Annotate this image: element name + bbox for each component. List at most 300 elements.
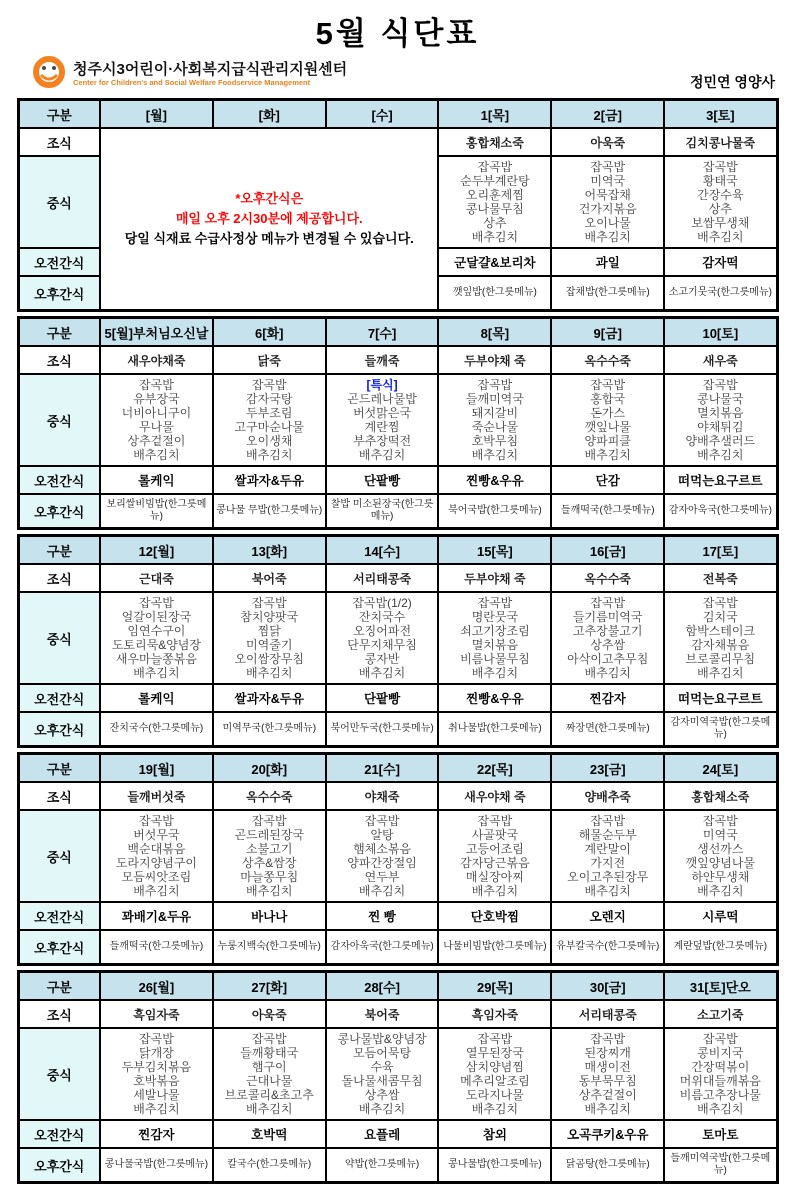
week-header-row (18, 318, 777, 347)
menu-item: 모듬씨앗조림 (121, 870, 192, 884)
menu-item: 배추김치 (358, 448, 406, 462)
day-header-cell: 29[목] (438, 972, 551, 1001)
center-logo (32, 55, 347, 94)
breakfast-row (18, 346, 777, 374)
menu-item: 배추김치 (471, 1102, 519, 1116)
menu-item: 배추김치 (358, 1102, 406, 1116)
notice-line-black: 당일 식재료 수급사정상 메뉴가 변경될 수 있습니다. (124, 231, 414, 246)
menu-item: 잔치국수 (358, 610, 406, 624)
am-snack-row (18, 902, 777, 930)
menu-item: 생선까스 (697, 842, 744, 856)
lunch-cell (213, 1028, 326, 1120)
day-header-cell: 27[화] (213, 972, 326, 1001)
menu-item: 배추김치 (584, 884, 631, 898)
menu-item: 배추김치 (246, 448, 293, 462)
menu-item: 오이쌈장무침 (234, 652, 305, 666)
pm-snack-cell: 짜장면(한그릇메뉴) (551, 712, 664, 747)
menu-item: 상추쌈 (590, 638, 626, 652)
nutritionist-name: 정민연 영양사 (689, 74, 775, 90)
menu-item: 콩나물밥&양념장 (337, 1032, 427, 1046)
am-snack-cell: 과일 (551, 248, 664, 276)
day-header-cell: 5[월]부처님오신날 (100, 318, 213, 347)
breakfast-cell: 흑임자죽 (100, 1000, 213, 1028)
row-label-am-snack: 오전간식 (18, 684, 100, 712)
day-header-cell: 31[토]단오 (664, 972, 777, 1001)
menu-item: 해물순두부 (578, 828, 637, 842)
pm-snack-cell: 콩나물밥(한그릇메뉴) (438, 1148, 551, 1183)
menu-item: 두부김치볶음 (121, 1060, 192, 1074)
row-label-gubun: 구분 (18, 754, 100, 783)
pm-snack-cell: 감자미역국밥(한그릇메뉴) (664, 712, 777, 747)
menu-item: 순두부계란탕 (460, 174, 530, 188)
menu-item: 양파간장절임 (347, 856, 417, 870)
am-snack-cell: 바나나 (213, 902, 326, 930)
breakfast-cell: 옥수수죽 (213, 782, 326, 810)
menu-item: 매실장아찌 (465, 870, 524, 884)
row-label-pm-snack: 오후간식 (18, 712, 100, 747)
menu-item: 하얀무생채 (691, 870, 750, 884)
lunch-cell (326, 1028, 439, 1120)
menu-item: 모듬어묵탕 (353, 1046, 412, 1060)
day-header-cell: 30[금] (551, 972, 664, 1001)
menu-item: 돈가스 (590, 406, 626, 420)
lunch-row (18, 374, 777, 466)
menu-item: 버섯맑은국 (353, 406, 412, 420)
row-label-lunch: 중식 (18, 592, 100, 684)
menu-item: 미역줄기 (246, 638, 293, 652)
menu-item: 황태국 (702, 174, 738, 188)
day-header-cell: 17[토] (664, 536, 777, 565)
breakfast-cell: 옥수수죽 (551, 346, 664, 374)
day-header-cell: 26[월] (100, 972, 213, 1001)
menu-item: 잡곡밥 (364, 814, 400, 828)
pm-snack-cell: 콩나물국밥(한그릇메뉴) (100, 1148, 213, 1183)
am-snack-cell: 호박떡 (213, 1120, 326, 1148)
menu-item: 무나물 (139, 420, 174, 434)
breakfast-cell: 소고기죽 (664, 1000, 777, 1028)
menu-item: 돼지갈비 (471, 406, 519, 420)
am-snack-cell: 떠먹는요구르트 (664, 684, 777, 712)
menu-item: 배추김치 (697, 230, 744, 244)
menu-item: 잡곡밥 (139, 1032, 174, 1046)
row-label-lunch: 중식 (18, 810, 100, 902)
menu-item: 찜닭 (257, 624, 281, 638)
menu-item: 매생이전 (584, 1060, 631, 1074)
breakfast-cell: 김치콩나물죽 (664, 128, 777, 156)
menu-item: 잡곡밥 (477, 814, 513, 828)
menu-item: 수육 (370, 1060, 394, 1074)
am-snack-cell: 오곡쿠키&우유 (551, 1120, 664, 1148)
menu-item: 잡곡밥 (590, 160, 626, 174)
menu-item: 잡곡밥 (477, 596, 513, 610)
row-label-breakfast: 조식 (18, 782, 100, 810)
am-snack-cell: 단팥빵 (326, 684, 439, 712)
am-snack-cell: 오렌지 (551, 902, 664, 930)
lunch-cell (664, 810, 777, 902)
menu-item: 상추 (708, 202, 732, 216)
menu-item: 백순대볶음 (127, 842, 186, 856)
lunch-cell (664, 156, 777, 248)
menu-item: 미역국 (702, 828, 738, 842)
menu-item: 양파피클 (584, 434, 631, 448)
menu-item: 배추김치 (471, 230, 519, 244)
breakfast-cell: 홍합채소죽 (438, 128, 551, 156)
menu-item: 들깨황태국 (240, 1046, 299, 1060)
week-header-row (18, 972, 777, 1001)
lunch-cell (551, 374, 664, 466)
am-snack-row (18, 684, 777, 712)
menu-item: 잡곡밥 (251, 814, 287, 828)
day-header-cell: 9[금] (551, 318, 664, 347)
week-table (17, 752, 779, 966)
menu-item: 곤드레나물밥 (347, 392, 417, 406)
day-header-cell: 15[목] (438, 536, 551, 565)
menu-item: 오이나물 (584, 216, 631, 230)
breakfast-cell: 아욱죽 (551, 128, 664, 156)
menu-item: 들깨미역국 (465, 392, 524, 406)
row-label-am-snack: 오전간식 (18, 902, 100, 930)
breakfast-row (18, 128, 777, 156)
menu-item: 배추김치 (584, 1102, 631, 1116)
row-label-pm-snack: 오후간식 (18, 494, 100, 529)
menu-item: 미역국 (590, 174, 626, 188)
am-snack-cell: 떠먹는요구르트 (664, 466, 777, 494)
menu-item: 콩비지국 (697, 1046, 744, 1060)
row-label-am-snack: 오전간식 (18, 248, 100, 276)
menu-item: 배추김치 (584, 230, 631, 244)
menu-item: 부추장떡전 (353, 434, 412, 448)
menu-item: 잡곡밥 (702, 1032, 738, 1046)
menu-item: 배추김치 (133, 1102, 180, 1116)
menu-item: 세발나물 (133, 1088, 180, 1102)
am-snack-cell: 찐 빵 (326, 902, 439, 930)
pm-snack-cell: 칼국수(한그릇메뉴) (213, 1148, 326, 1183)
menu-item: 도라지양념구이 (115, 856, 197, 870)
day-header-cell: [수] (326, 100, 439, 129)
day-header-cell: 3[토] (664, 100, 777, 129)
pm-snack-cell: 보리쌀비빔밥(한그릇메뉴) (100, 494, 213, 529)
am-snack-cell: 찐감자 (551, 684, 664, 712)
menu-item: 건가지볶음 (578, 202, 637, 216)
pm-snack-row (18, 712, 777, 747)
pm-snack-cell: 콩나물 무밥(한그릇메뉴) (213, 494, 326, 529)
menu-item: 잡곡밥 (251, 596, 287, 610)
menu-item: 잡곡밥 (590, 1032, 626, 1046)
day-header-cell: 12[월] (100, 536, 213, 565)
menu-item: 배추김치 (133, 666, 180, 680)
lunch-cell (664, 592, 777, 684)
menu-item: 가지전 (590, 856, 626, 870)
lunch-cell (326, 374, 439, 466)
menu-item: 잡곡밥(1/2) (352, 596, 412, 610)
lunch-cell (100, 1028, 213, 1120)
row-label-pm-snack: 오후간식 (18, 1148, 100, 1183)
lunch-row (18, 810, 777, 902)
menu-item: 감자채볶음 (691, 638, 750, 652)
breakfast-cell: 새우죽 (664, 346, 777, 374)
menu-item: 동부묵무침 (578, 1074, 637, 1088)
menu-item: 상추겉절이 (578, 1088, 637, 1102)
menu-item: 배추김치 (697, 666, 744, 680)
lunch-row (18, 592, 777, 684)
menu-item: 멸치볶음 (471, 638, 519, 652)
menu-item: 삼치양념찜 (465, 1060, 524, 1074)
menu-item: 된장찌개 (584, 1046, 631, 1060)
lunch-cell (100, 374, 213, 466)
notice-cell (100, 128, 438, 311)
day-header-cell: [화] (213, 100, 326, 129)
menu-item: 잡곡밥 (139, 378, 174, 392)
menu-item: 임연수구이 (127, 624, 186, 638)
pm-snack-cell: 계란덮밥(한그릇메뉴) (664, 930, 777, 965)
menu-item: 머위대들깨볶음 (679, 1074, 761, 1088)
lunch-cell (438, 156, 551, 248)
pm-snack-cell: 취나물밥(한그릇메뉴) (438, 712, 551, 747)
breakfast-cell: 새우야채죽 (100, 346, 213, 374)
day-header-cell: 1[목] (438, 100, 551, 129)
am-snack-cell: 시루떡 (664, 902, 777, 930)
menu-item: 아삭이고추무침 (567, 652, 649, 666)
menu-item: 호박무침 (471, 434, 519, 448)
pm-snack-cell: 북어만두국(한그릇메뉴) (326, 712, 439, 747)
row-label-gubun: 구분 (18, 318, 100, 347)
lunch-cell (438, 374, 551, 466)
lunch-cell (438, 810, 551, 902)
menu-item: 야채튀김 (697, 420, 744, 434)
day-header-cell: 8[목] (438, 318, 551, 347)
menu-item: 배추김치 (584, 448, 631, 462)
menu-item: 잡곡밥 (590, 814, 626, 828)
menu-item: 깻잎나물 (584, 420, 631, 434)
menu-item: 배추김치 (471, 448, 519, 462)
menu-item: 마늘쫑무침 (240, 870, 299, 884)
am-snack-cell: 롤케익 (100, 466, 213, 494)
day-header-cell: [월] (100, 100, 213, 129)
menu-item: 새우마늘쫑볶음 (115, 652, 197, 666)
lunch-row (18, 1028, 777, 1120)
am-snack-cell: 찐감자 (100, 1120, 213, 1148)
menu-item: 양배추샐러드 (685, 434, 756, 448)
lunch-cell (438, 1028, 551, 1120)
menu-item: 홍합국 (590, 392, 626, 406)
menu-item: 상추 (483, 216, 507, 230)
menu-item: 브로콜리&초고추 (224, 1088, 314, 1102)
menu-item: 콩자반 (364, 652, 400, 666)
menu-item: 얼갈이된장국 (121, 610, 192, 624)
menu-item: 배추김치 (697, 448, 744, 462)
menu-item: 배추김치 (133, 884, 180, 898)
smiley-logo-icon (32, 55, 66, 94)
breakfast-cell: 닭죽 (213, 346, 326, 374)
menu-item: 비름나물무침 (460, 652, 530, 666)
menu-item: 호박볶음 (133, 1074, 180, 1088)
day-header-cell: 2[금] (551, 100, 664, 129)
menu-item: 계란찜 (364, 420, 400, 434)
breakfast-row (18, 564, 777, 592)
menu-item: 어묵잡채 (584, 188, 631, 202)
menu-item: 비름고추장나물 (679, 1088, 761, 1102)
am-snack-cell: 군달걀&보리차 (438, 248, 551, 276)
page-title: 5월 식단표 (315, 16, 480, 51)
am-snack-cell: 찐빵&우유 (438, 466, 551, 494)
breakfast-cell: 북어죽 (326, 1000, 439, 1028)
pm-snack-cell: 약밥(한그릇메뉴) (326, 1148, 439, 1183)
menu-item: 소불고기 (246, 842, 293, 856)
lunch-cell (100, 592, 213, 684)
breakfast-cell: 홍합채소죽 (664, 782, 777, 810)
menu-item: 오리훈제찜 (465, 188, 524, 202)
pm-snack-cell: 들깨떡국(한그릇메뉴) (551, 494, 664, 529)
menu-item: 고추장불고기 (572, 624, 643, 638)
menu-item: 잡곡밥 (702, 596, 738, 610)
menu-item: 보쌈무생채 (691, 216, 750, 230)
breakfast-cell: 옥수수죽 (551, 564, 664, 592)
menu-item: 멸치볶음 (697, 406, 744, 420)
menu-item: 상추&쌈장 (242, 856, 297, 870)
menu-item: 버섯무국 (133, 828, 180, 842)
am-snack-cell: 감자떡 (664, 248, 777, 276)
row-label-pm-snack: 오후간식 (18, 276, 100, 311)
week-table (17, 316, 779, 530)
menu-item: 잡곡밥 (477, 1032, 513, 1046)
menu-item: 사골팟국 (471, 828, 519, 842)
pm-snack-cell: 잡채밥(한그릇메뉴) (551, 276, 664, 311)
menu-item: 고등어조림 (465, 842, 524, 856)
menu-item: 닭개장 (139, 1046, 174, 1060)
row-label-pm-snack: 오후간식 (18, 930, 100, 965)
week-table (17, 534, 779, 748)
day-header-cell: 22[목] (438, 754, 551, 783)
menu-item: 너비아니구이 (121, 406, 192, 420)
menu-item: 잡곡밥 (251, 1032, 287, 1046)
menu-item: 배추김치 (584, 666, 631, 680)
breakfast-cell: 전복죽 (664, 564, 777, 592)
lunch-cell (438, 592, 551, 684)
row-label-breakfast: 조식 (18, 1000, 100, 1028)
menu-item: 김치국 (702, 610, 738, 624)
breakfast-cell: 새우야채 죽 (438, 782, 551, 810)
menu-item: 도토리묵&양념장 (111, 638, 201, 652)
menu-item: 오징어파전 (353, 624, 412, 638)
pm-snack-cell: 소고기뭇국(한그릇메뉴) (664, 276, 777, 311)
pm-snack-cell: 들깨떡국(한그릇메뉴) (100, 930, 213, 965)
lunch-cell (213, 810, 326, 902)
pm-snack-cell: 닭곰탕(한그릇메뉴) (551, 1148, 664, 1183)
breakfast-row (18, 1000, 777, 1028)
lunch-cell (100, 810, 213, 902)
menu-item: 감자당근볶음 (460, 856, 530, 870)
menu-item: 콩나물무침 (465, 202, 524, 216)
day-header-cell: 13[화] (213, 536, 326, 565)
logo-text (73, 61, 347, 88)
menu-item: 근대나물 (246, 1074, 293, 1088)
day-header-cell: 19[월] (100, 754, 213, 783)
menu-item: 잡곡밥 (477, 160, 513, 174)
breakfast-cell: 야채죽 (326, 782, 439, 810)
menu-item: 배추김치 (246, 1102, 293, 1116)
lunch-cell (551, 810, 664, 902)
menu-item: 고구마순나물 (234, 420, 305, 434)
menu-item: 함박스테이크 (685, 624, 756, 638)
lunch-cell (551, 592, 664, 684)
row-label-lunch: 중식 (18, 156, 100, 248)
lunch-cell (213, 374, 326, 466)
menu-item: 햄구이 (251, 1060, 287, 1074)
row-label-am-snack: 오전간식 (18, 1120, 100, 1148)
lunch-cell (664, 374, 777, 466)
breakfast-cell: 흑임자죽 (438, 1000, 551, 1028)
day-header-cell: 24[토] (664, 754, 777, 783)
menu-item: 잡곡밥 (590, 378, 626, 392)
day-header-cell: 28[수] (326, 972, 439, 1001)
menu-item: 오이고추된장무 (567, 870, 649, 884)
menu-item: 배추김치 (246, 884, 293, 898)
menu-item: 연두부 (364, 870, 400, 884)
lunch-cell (551, 1028, 664, 1120)
menu-item: 곤드레된장국 (234, 828, 305, 842)
pm-snack-cell: 북어국밥(한그릇메뉴) (438, 494, 551, 529)
menu-item: 배추김치 (697, 1102, 744, 1116)
breakfast-cell: 두부야채 죽 (438, 346, 551, 374)
menu-item: 두부조림 (246, 406, 293, 420)
lunch-cell (664, 1028, 777, 1120)
org-name-korean: 청주시3어린이·사회복지급식관리지원센터 (73, 61, 348, 78)
notice-line-red-1: *오후간식은 (235, 191, 304, 206)
row-label-am-snack: 오전간식 (18, 466, 100, 494)
row-label-breakfast: 조식 (18, 564, 100, 592)
breakfast-cell: 들깨버섯죽 (100, 782, 213, 810)
row-label-gubun: 구분 (18, 536, 100, 565)
day-header-cell: 23[금] (551, 754, 664, 783)
menu-item: 유부장국 (133, 392, 180, 406)
day-header-cell: 14[수] (326, 536, 439, 565)
row-label-breakfast: 조식 (18, 128, 100, 156)
menu-item: 잡곡밥 (590, 596, 626, 610)
menu-item: 브로콜리무침 (685, 652, 756, 666)
lunch-cell (213, 592, 326, 684)
menu-item: 배추김치 (358, 884, 406, 898)
am-snack-cell: 단호박찜 (438, 902, 551, 930)
pm-snack-cell: 찰밥 미소된장국(한그릇메뉴) (326, 494, 439, 529)
am-snack-cell: 참외 (438, 1120, 551, 1148)
menu-item: 간장떡볶이 (691, 1060, 750, 1074)
menu-item: 알탕 (370, 828, 394, 842)
week-table (17, 98, 779, 312)
day-header-cell: 21[수] (326, 754, 439, 783)
menu-item: 배추김치 (358, 666, 406, 680)
day-header-cell: 20[화] (213, 754, 326, 783)
day-header-cell: 16[금] (551, 536, 664, 565)
row-label-gubun: 구분 (18, 972, 100, 1001)
menu-item: 깻잎양념나물 (685, 856, 756, 870)
menu-item: 죽순나물 (471, 420, 519, 434)
menu-item: 잡곡밥 (702, 814, 738, 828)
menu-item: 감자국탕 (246, 392, 293, 406)
day-header-cell: 6[화] (213, 318, 326, 347)
pm-snack-cell: 깻잎밥(한그릇메뉴) (438, 276, 551, 311)
pm-snack-cell: 누룽지백숙(한그릇메뉴) (213, 930, 326, 965)
lunch-cell (551, 156, 664, 248)
breakfast-cell: 북어죽 (213, 564, 326, 592)
menu-item: 들기름미역국 (572, 610, 643, 624)
row-label-gubun: 구분 (18, 100, 100, 129)
am-snack-cell: 요플레 (326, 1120, 439, 1148)
notice-line-red-2: 매일 오후 2시30분에 제공합니다. (175, 211, 363, 226)
menu-item: 명란뭇국 (471, 610, 519, 624)
pm-snack-cell: 잔치국수(한그릇메뉴) (100, 712, 213, 747)
menu-item: 햄체소볶음 (353, 842, 412, 856)
menu-item: 잡곡밥 (251, 378, 287, 392)
